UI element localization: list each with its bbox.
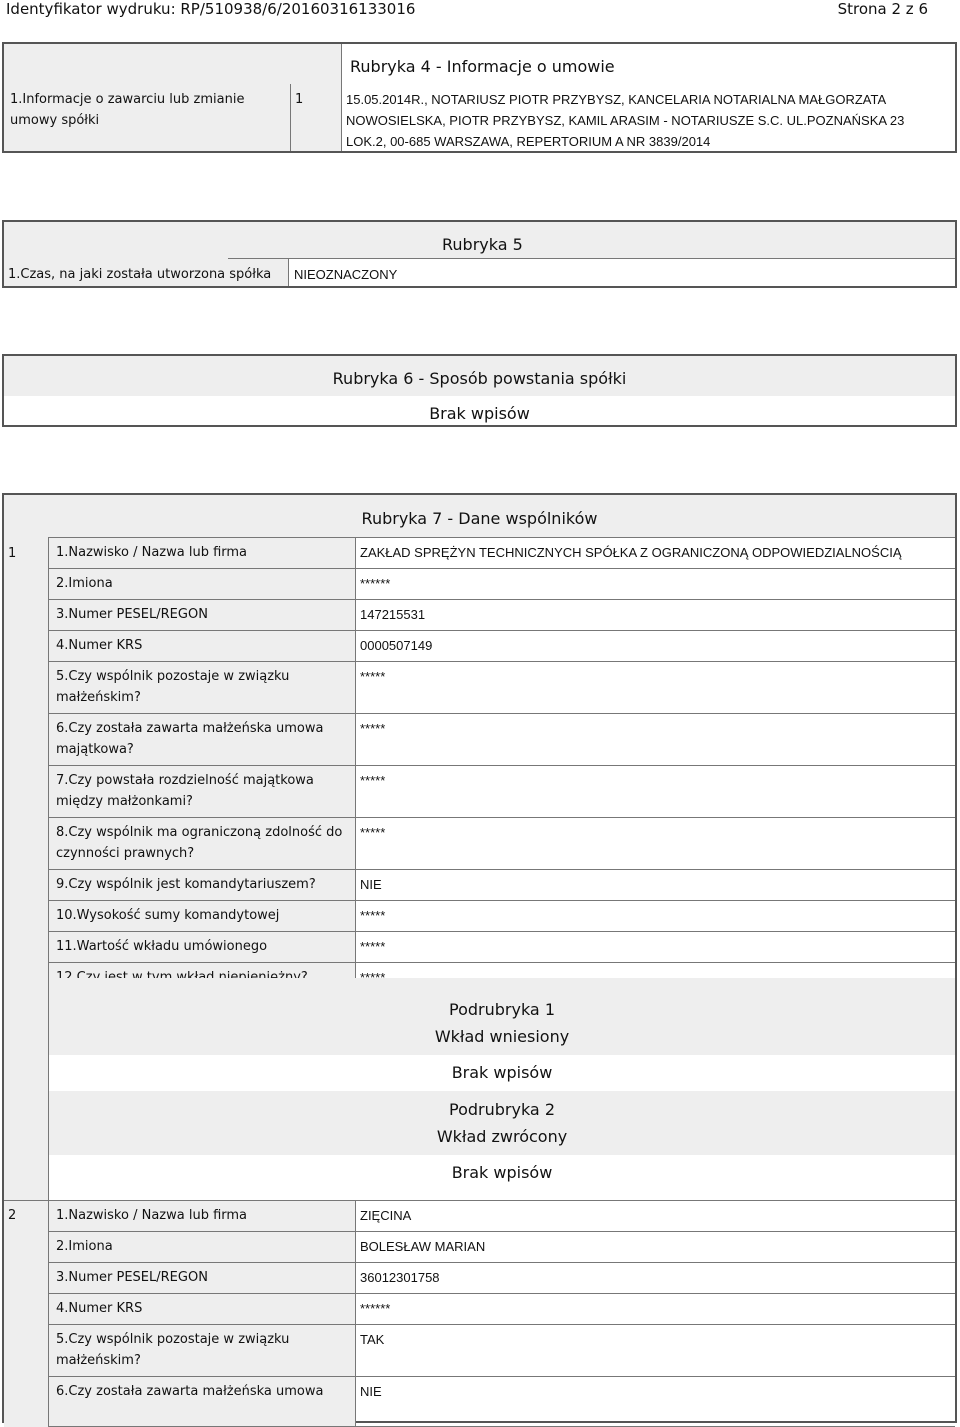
divider	[49, 537, 955, 538]
partner-2-number: 2	[8, 1208, 17, 1223]
divider	[49, 1200, 955, 1201]
divider	[355, 1293, 356, 1324]
sub2-subtitle: Wkład zwrócony	[436, 1127, 568, 1146]
row-value: NIE	[360, 877, 382, 892]
divider	[355, 869, 356, 900]
row-label: 10.Wysokość sumy komandytowej	[56, 908, 280, 923]
r4-label-line2: umowy spółki	[10, 113, 100, 128]
divider	[49, 1293, 955, 1294]
row-value: ******	[360, 576, 391, 591]
page-number: Strona 2 z 6	[837, 0, 928, 18]
divider	[355, 765, 356, 817]
divider	[355, 931, 356, 962]
row-value: BOLESŁAW MARIAN	[360, 1239, 486, 1254]
row-value: *****	[360, 825, 386, 840]
sub1-title: Podrubryka 1	[449, 1000, 555, 1019]
row-label: 4.Numer KRS	[56, 638, 143, 653]
divider	[49, 661, 955, 662]
row-value: TAK	[360, 1332, 385, 1347]
row-label-continued: majątkowa?	[56, 742, 134, 757]
r6-title: Rubryka 6 - Sposób powstania spółki	[332, 369, 627, 388]
row-value: *****	[360, 908, 386, 923]
row-value: 147215531	[360, 607, 426, 622]
row-label-continued: małżeńskim?	[56, 690, 141, 705]
row-label: 6.Czy została zawarta małżeńska umowa	[56, 1384, 324, 1399]
r7-title: Rubryka 7 - Dane wspólników	[361, 509, 598, 528]
row-value: 36012301758	[360, 1270, 440, 1285]
section-rubryka-5	[2, 220, 957, 288]
divider	[49, 765, 955, 766]
row-value: *****	[360, 773, 386, 788]
divider	[49, 630, 955, 631]
divider	[49, 931, 955, 932]
row-label-continued: małżeńskim?	[56, 1353, 141, 1368]
divider	[355, 1231, 356, 1262]
divider	[49, 817, 955, 818]
divider	[228, 258, 955, 259]
divider	[355, 1376, 356, 1426]
section-rubryka-6	[2, 354, 957, 427]
r4-value-line2: NOWOSIELSKA, PIOTR PRZYBYSZ, KAMIL ARASIM - NOTARIUSZE S.C. UL.POZNAŃSKA 23	[346, 113, 905, 128]
r5-title: Rubryka 5	[442, 235, 523, 254]
row-value: *****	[360, 939, 386, 954]
sub2-title: Podrubryka 2	[449, 1100, 555, 1119]
divider	[4, 1200, 48, 1201]
divider	[49, 1231, 955, 1232]
section-rubryka-7	[2, 493, 957, 1423]
divider	[341, 44, 342, 151]
row-label: 5.Czy wspólnik pozostaje w związku	[56, 1332, 290, 1347]
r4-entry-number: 1	[295, 92, 304, 107]
r4-label-line1: 1.Informacje o zawarciu lub zmianie	[10, 92, 245, 107]
row-value: *****	[360, 669, 386, 684]
row-label: 2.Imiona	[56, 1239, 113, 1254]
row-label: 1.Nazwisko / Nazwa lub firma	[56, 1208, 248, 1223]
divider	[49, 1376, 955, 1377]
sub1-subtitle: Wkład wniesiony	[434, 1027, 570, 1046]
divider	[49, 568, 955, 569]
divider	[355, 599, 356, 630]
divider	[49, 1262, 955, 1263]
row-value: ZIĘCINA	[360, 1208, 412, 1223]
divider	[49, 713, 955, 714]
divider	[355, 661, 356, 713]
row-label: 2.Imiona	[56, 576, 113, 591]
row-label: 3.Numer PESEL/REGON	[56, 607, 208, 622]
divider	[355, 1200, 356, 1231]
print-identifier: Identyfikator wydruku: RP/510938/6/20160316133016	[6, 0, 416, 18]
divider	[355, 568, 356, 599]
r4-value-line3: LOK.2, 00-685 WARSZAWA, REPERTORIUM A NR 3839/2014	[346, 134, 711, 149]
divider	[49, 962, 955, 963]
divider	[49, 599, 955, 600]
section-rubryka-4	[2, 42, 957, 153]
row-value: NIE	[360, 1384, 382, 1399]
divider	[355, 537, 356, 568]
divider	[290, 84, 291, 151]
sub1-empty: Brak wpisów	[451, 1063, 553, 1082]
row-label: 5.Czy wspólnik pozostaje w związku	[56, 669, 290, 684]
r4-title: Rubryka 4 - Informacje o umowie	[350, 57, 615, 76]
partner-1-number: 1	[8, 546, 17, 561]
r7-number-column	[4, 537, 48, 1427]
divider	[355, 1262, 356, 1293]
divider	[355, 713, 356, 765]
divider	[49, 1324, 955, 1325]
row-label: 1.Nazwisko / Nazwa lub firma	[56, 545, 248, 560]
r5-label: 1.Czas, na jaki została utworzona spółka	[8, 267, 272, 282]
r4-value-line1: 15.05.2014R., NOTARIUSZ PIOTR PRZYBYSZ, KANCELARIA NOTARIALNA MAŁGORZATA	[346, 92, 887, 107]
divider	[355, 817, 356, 869]
divider	[49, 869, 955, 870]
divider	[355, 900, 356, 931]
divider	[288, 258, 289, 286]
row-value: ******	[360, 1301, 391, 1316]
row-label: 6.Czy została zawarta małżeńska umowa	[56, 721, 324, 736]
row-label-continued: czynności prawnych?	[56, 846, 195, 861]
r5-value: NIEOZNACZONY	[294, 267, 398, 282]
row-label: 8.Czy wspólnik ma ograniczoną zdolność do	[56, 825, 343, 840]
divider	[355, 630, 356, 661]
row-label: 9.Czy wspólnik jest komandytariuszem?	[56, 877, 316, 892]
row-label: 7.Czy powstała rozdzielność majątkowa	[56, 773, 314, 788]
divider	[355, 1324, 356, 1376]
row-label: 4.Numer KRS	[56, 1301, 143, 1316]
row-label: 11.Wartość wkładu umówionego	[56, 939, 268, 954]
sub2-empty: Brak wpisów	[451, 1163, 553, 1182]
row-value: *****	[360, 721, 386, 736]
row-value: ZAKŁAD SPRĘŻYN TECHNICZNYCH SPÓŁKA Z OGRANICZONĄ ODPOWIEDZIALNOŚCIĄ	[360, 545, 902, 560]
r6-empty: Brak wpisów	[429, 404, 530, 423]
row-label: 3.Numer PESEL/REGON	[56, 1270, 208, 1285]
row-value: 0000507149	[360, 638, 433, 653]
divider	[49, 900, 955, 901]
row-label-continued: między małżonkami?	[56, 794, 193, 809]
